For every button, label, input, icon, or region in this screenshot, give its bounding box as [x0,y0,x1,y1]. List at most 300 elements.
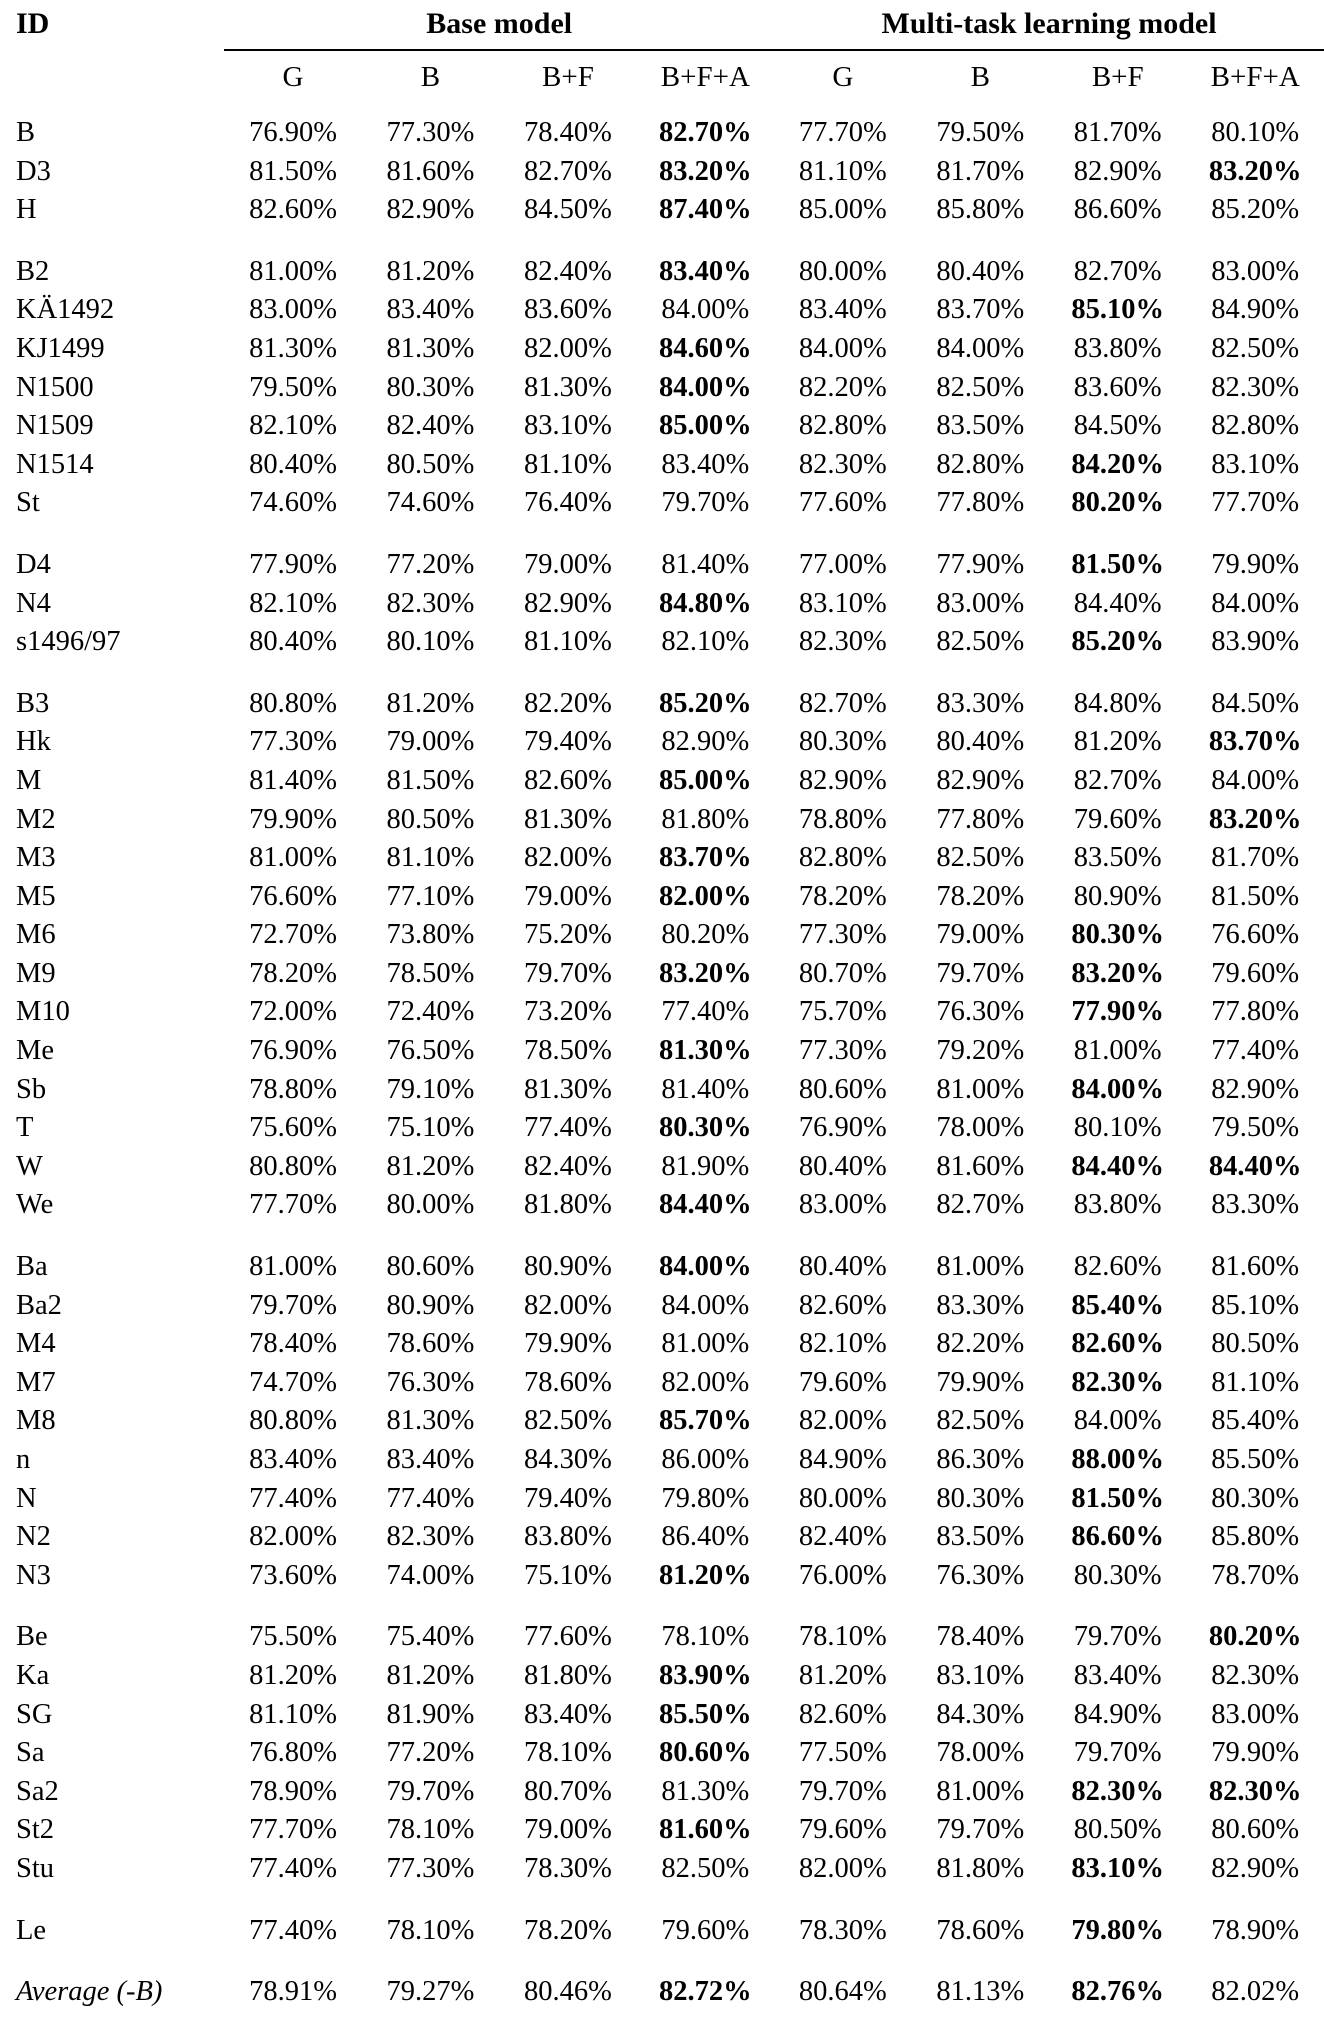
cell-value: 79.10% [386,1073,475,1105]
cell-value [1049,957,1186,999]
cell-value [637,880,774,922]
cell-value [637,1739,774,1778]
cell-value: 79.00% [523,1814,612,1846]
cell-value: 76.80% [249,1737,337,1769]
cell-value: 81.60% [936,1150,1025,1182]
cell-value: 80.90% [523,1251,612,1283]
cell-value [637,1698,774,1740]
cell-value-bold: 85.70% [659,1405,752,1437]
cell-value: 80.70% [523,1775,612,1807]
cell-value: 81.50% [249,155,337,187]
cell-value: 81.00% [661,1328,750,1360]
cell-value: 80.00% [386,1189,475,1221]
cell-value: 82.02% [1211,1976,1300,2008]
cell-value: 81.10% [798,155,887,187]
cell-value [1049,1289,1186,1331]
cell-value: 78.20% [798,880,887,912]
cell-value: 79.20% [936,1035,1025,1067]
cell-value: 82.30% [798,448,887,480]
table-row [0,921,1324,960]
cell-value-bold: 85.00% [659,764,752,796]
cell-value: 83.30% [936,687,1025,719]
cell-value: 84.00% [661,294,750,326]
cell-value: 78.10% [523,1737,612,1769]
cell-value-bold: 84.40% [659,1189,752,1221]
cell-value: 72.00% [249,996,337,1028]
cell-value: 81.30% [661,1775,750,1807]
cell-value-bold: 83.20% [659,957,752,989]
cell-value: 82.30% [1211,371,1300,403]
row-id: Ba2 [16,1289,62,1321]
cell-value: 82.30% [1211,1659,1300,1691]
cell-value: 78.90% [249,1775,337,1807]
cell-value: 82.30% [386,1521,475,1553]
cell-value: 82.60% [249,194,337,226]
cell-value: 83.40% [523,1698,612,1730]
cell-value: 80.70% [798,957,887,989]
cell-value [1186,1613,1324,1662]
cell-value: 81.10% [249,1698,337,1730]
cell-value: 82.00% [523,842,612,874]
row-id: Be [16,1621,48,1653]
row-id: Hk [16,726,51,758]
table-row [0,1292,1324,1331]
cell-value-bold: 81.30% [659,1035,752,1067]
cell-value: 82.10% [661,626,750,658]
cell-value: 81.00% [249,842,337,874]
cell-value: 83.40% [386,1444,475,1475]
cell-value: 81.50% [386,764,475,796]
cell-value: 82.70% [936,1189,1025,1221]
cell-value: 80.80% [249,687,337,719]
cell-value: 83.70% [936,294,1025,326]
cell-value: 79.00% [936,919,1025,951]
cell-value: 79.00% [523,880,612,912]
cell-value: 77.40% [523,1112,612,1144]
row-id: M8 [16,1405,56,1437]
cell-value: 84.00% [1211,587,1300,619]
cell-value: 82.10% [798,1328,887,1360]
cell-value: 78.60% [936,1914,1025,1946]
table-row [0,998,1324,1037]
cell-value: 82.00% [523,1289,612,1321]
table-row [0,1968,1324,2027]
cell-value: 82.60% [523,764,612,796]
cell-value: 82.00% [661,1366,750,1398]
cell-value: 78.10% [386,1914,475,1946]
cell-value: 80.40% [936,255,1025,287]
column-header-mtl-b-f-a: B+F+A [1210,61,1300,93]
row-id: M5 [16,880,56,912]
table-row [0,335,1324,374]
cell-value: 84.50% [1211,687,1300,719]
cell-value: 80.40% [936,726,1025,758]
cell-value-bold: 85.00% [659,410,752,442]
cell-value: 81.40% [249,764,337,796]
cell-value: 76.30% [936,1559,1025,1591]
cell-value-bold: 81.50% [1071,548,1165,580]
cell-value: 82.60% [798,1289,887,1321]
cell-value-bold: 84.00% [1071,1073,1165,1105]
table-row [0,451,1324,490]
cell-value: 80.90% [386,1289,475,1321]
cell-value: 81.20% [386,1659,475,1691]
cell-value: 82.20% [936,1328,1025,1360]
cell-value: 81.40% [661,548,750,580]
cell-value-bold: 83.20% [659,155,752,187]
cell-value [1049,1968,1186,2027]
cell-value: 75.70% [798,996,887,1028]
row-id: N2 [16,1521,51,1553]
cell-value: 78.50% [523,1035,612,1067]
table-row [0,1114,1324,1153]
table-row [0,109,1324,158]
table-row [0,1523,1324,1562]
cell-value [1049,1150,1186,1192]
cell-value [637,248,774,297]
row-id: M7 [16,1366,56,1398]
cell-value: 78.60% [386,1328,475,1360]
cell-value-bold: 85.20% [659,687,752,719]
cell-value-bold: 83.70% [1208,726,1302,758]
group-header-row [0,0,1324,49]
cell-value: 83.00% [1211,1698,1300,1730]
table-row [0,883,1324,922]
column-header-base-b-f: B+F [542,61,594,93]
cell-value: 82.10% [249,587,337,619]
cell-value [637,1816,774,1855]
cell-value: 81.30% [523,1073,612,1105]
cell-value: 77.40% [386,1482,475,1514]
cell-value: 84.90% [1073,1698,1162,1730]
cell-value [637,1559,774,1611]
row-id: Sa2 [16,1775,59,1807]
cell-value: 77.20% [386,1737,475,1769]
cell-value: 73.60% [249,1559,337,1591]
cell-value: 83.00% [798,1189,887,1221]
cell-value: 81.13% [936,1976,1025,2008]
cell-value: 77.40% [661,996,750,1028]
cell-value: 83.80% [523,1521,612,1553]
cell-value-bold: 88.00% [1071,1444,1165,1475]
cell-value: 77.00% [798,548,887,580]
cell-value: 79.60% [798,1814,887,1846]
cell-value: 78.40% [249,1328,337,1360]
cell-value: 82.00% [798,1852,887,1884]
cell-value: 81.70% [1211,842,1300,874]
row-id: M [16,764,42,796]
cell-value: 82.50% [936,842,1025,874]
cell-value-bold: 79.80% [1071,1914,1165,1946]
cell-value: 79.00% [386,726,475,758]
cell-value: 78.20% [249,957,337,989]
table-row [0,158,1324,197]
cell-value: 83.40% [661,448,750,480]
row-id: Sa [16,1737,45,1769]
row-id: M9 [16,957,56,989]
table-row [0,248,1324,297]
cell-value: 84.40% [1073,587,1162,619]
table-row [0,806,1324,845]
cell-value [637,1243,774,1292]
cell-value [637,196,774,245]
cell-value: 72.40% [386,996,475,1028]
cell-value: 79.70% [936,1814,1025,1846]
cell-value-bold: 82.30% [1071,1366,1165,1398]
cell-value: 79.70% [936,957,1025,989]
cell-value: 82.90% [661,726,750,758]
table-row [0,1778,1324,1817]
cell-value: 77.30% [386,1852,475,1884]
row-id: Me [16,1035,54,1067]
column-header-mtl-g: G [832,61,854,93]
table-row [0,1407,1324,1446]
cell-value: 85.40% [1211,1405,1300,1437]
cell-value: 83.30% [1211,1189,1300,1221]
cell-value [1049,1446,1186,1485]
cell-value: 79.50% [1211,1112,1300,1144]
cell-value-bold: 80.60% [659,1737,752,1769]
table-row [0,1330,1324,1369]
row-id: M10 [16,996,70,1028]
cell-value [1049,1482,1186,1524]
cell-value: 77.30% [249,726,337,758]
cell-value: 82.90% [1073,155,1162,187]
cell-value: 82.50% [936,1405,1025,1437]
cell-value: 82.40% [523,255,612,287]
cell-value: 81.30% [249,332,337,364]
table-row [0,1243,1324,1292]
cell-value-bold: 87.40% [659,194,752,226]
row-id: H [16,194,37,226]
cell-value: 82.90% [936,764,1025,796]
cell-value: 80.30% [936,1482,1025,1514]
cell-value [1049,296,1186,335]
table-row [0,590,1324,629]
cell-value [637,587,774,629]
cell-value: 74.60% [386,487,475,519]
cell-value: 81.00% [249,1251,337,1283]
cell-value: 79.40% [523,726,612,758]
cell-value: 83.10% [1211,448,1300,480]
cell-value: 77.70% [1211,487,1300,519]
cell-value: 80.90% [1073,880,1162,912]
cell-value: 83.80% [1073,1189,1162,1221]
cell-value: 77.40% [249,1852,337,1884]
table-row [0,541,1324,590]
table-row [0,1153,1324,1192]
cell-value: 84.90% [798,1444,887,1475]
cell-value: 81.80% [936,1852,1025,1884]
cell-value: 73.80% [386,919,475,951]
cell-value [1049,1366,1186,1408]
cell-value: 86.40% [661,1521,750,1553]
cell-value: 75.20% [523,919,612,951]
cell-value: 81.30% [523,371,612,403]
cell-value: 86.60% [1073,194,1162,226]
cell-value: 76.00% [798,1559,887,1591]
cell-value: 81.20% [1073,726,1162,758]
cell-value: 75.50% [249,1621,337,1653]
cell-value: 78.00% [936,1737,1025,1769]
cell-value [637,332,774,374]
cell-value: 80.46% [523,1976,612,2008]
cell-value: 83.00% [936,587,1025,619]
cell-value-bold: 83.40% [659,255,752,287]
cell-value: 77.80% [936,487,1025,519]
cell-value: 78.10% [798,1621,887,1653]
cell-value: 81.30% [386,1405,475,1437]
cell-value: 81.00% [936,1775,1025,1807]
sub-header-row [0,50,1324,106]
cell-value: 80.10% [386,626,475,658]
cell-value: 78.30% [523,1852,612,1884]
row-id: Sb [16,1073,47,1105]
row-id: n [16,1444,31,1475]
cell-value: 79.90% [1211,548,1300,580]
column-header-base-b: B [420,61,441,93]
row-id: M3 [16,842,56,874]
cell-value-bold: 82.70% [659,117,752,148]
table-row [0,1369,1324,1408]
cell-value: 79.60% [798,1366,887,1398]
cell-value [1186,155,1324,197]
cell-value: 83.50% [936,1521,1025,1553]
cell-value-bold: 82.00% [659,880,752,912]
cell-value: 84.90% [1211,294,1300,326]
cell-value: 77.80% [1211,996,1300,1028]
table-row [0,296,1324,335]
cell-value: 84.30% [936,1698,1025,1730]
table-row [0,844,1324,883]
row-id: N1509 [16,410,94,442]
cell-value: 80.80% [249,1150,337,1182]
cell-value: 77.50% [798,1737,887,1769]
cell-value: 82.60% [798,1698,887,1730]
cell-value: 81.00% [1073,1035,1162,1067]
cell-value: 82.70% [523,155,612,187]
cell-value: 76.90% [798,1112,887,1144]
cell-value-bold: 83.20% [1208,803,1302,835]
cell-value-bold: 80.20% [1071,487,1165,519]
cell-value: 80.50% [1073,1814,1162,1846]
cell-value-bold: 85.40% [1071,1289,1165,1321]
cell-value: 83.60% [523,294,612,326]
cell-value: 82.50% [1211,332,1300,364]
table-row [0,196,1324,245]
cell-value: 79.60% [661,1914,750,1946]
cell-value: 80.40% [798,1150,887,1182]
cell-value: 83.00% [249,294,337,326]
row-id: B [16,117,36,148]
cell-value-bold: 84.40% [1071,1150,1165,1182]
row-id: T [16,1112,34,1144]
cell-value [1186,1775,1324,1817]
column-header-base-g: G [282,61,304,93]
cell-value: 80.50% [386,803,475,835]
cell-value [1049,541,1186,590]
cell-value: 82.70% [798,687,887,719]
cell-value: 79.90% [1211,1737,1300,1769]
row-id: N [16,1482,37,1514]
cell-value: 76.60% [249,880,337,912]
cell-value: 79.60% [1073,803,1162,835]
table-row [0,1701,1324,1740]
cell-value: 80.20% [661,919,750,951]
cell-value: 80.00% [798,1482,887,1514]
cell-value: 78.60% [523,1366,612,1398]
cell-value: 81.60% [1211,1251,1300,1283]
cell-value: 82.90% [1211,1073,1300,1105]
cell-value: 79.70% [798,1775,887,1807]
cell-value: 81.70% [1073,117,1162,148]
table-row [0,374,1324,413]
cell-value-bold: 83.90% [659,1659,752,1691]
cell-value: 82.50% [936,626,1025,658]
cell-value: 83.40% [386,294,475,326]
cell-value-bold: 83.20% [1071,957,1165,989]
cell-value: 77.40% [1211,1035,1300,1067]
cell-value [637,1407,774,1446]
cell-value-bold: 84.00% [659,1251,752,1283]
table-row [0,1816,1324,1855]
cell-value: 79.70% [249,1289,337,1321]
cell-value: 79.90% [523,1328,612,1360]
row-id: N3 [16,1559,51,1591]
cell-value: 79.70% [1073,1737,1162,1769]
cell-value: 83.10% [523,410,612,442]
cell-value: 85.00% [798,194,887,226]
cell-value: 81.80% [523,1659,612,1691]
row-id: Average (-B) [16,1976,163,2008]
cell-value [1049,1523,1186,1562]
cell-value: 79.27% [386,1976,475,2008]
cell-value: 80.30% [1073,1559,1162,1591]
cell-value: 77.90% [249,548,337,580]
cell-value [1049,998,1186,1037]
cell-value: 79.90% [249,803,337,835]
cell-value: 85.80% [936,194,1025,226]
cell-value: 78.30% [798,1914,887,1946]
cell-value: 78.70% [1211,1559,1300,1591]
cell-value-bold: 85.20% [1071,626,1165,658]
row-id: St2 [16,1814,55,1846]
cell-value: 79.50% [249,371,337,403]
cell-value: 82.50% [523,1405,612,1437]
table-row [0,1076,1324,1115]
cell-value: 86.30% [936,1444,1025,1475]
cell-value: 82.50% [936,371,1025,403]
cell-value: 76.90% [249,1035,337,1067]
cell-value-bold: 81.60% [659,1814,752,1846]
cell-value [637,109,774,158]
cell-value: 78.80% [249,1073,337,1105]
cell-value-bold: 83.20% [1208,155,1302,187]
cell-value: 78.20% [523,1914,612,1946]
cell-value: 79.70% [1073,1621,1162,1653]
cell-value-bold: 81.50% [1071,1482,1165,1514]
table-row [0,1485,1324,1524]
cell-value [1049,1073,1186,1115]
cell-value: 81.50% [1211,880,1300,912]
cell-value: 82.40% [523,1150,612,1182]
cell-value: 81.20% [249,1659,337,1691]
cell-value [637,957,774,999]
cell-value: 76.90% [249,117,337,148]
cell-value: 78.80% [798,803,887,835]
row-id: SG [16,1698,53,1730]
cell-value [637,155,774,197]
